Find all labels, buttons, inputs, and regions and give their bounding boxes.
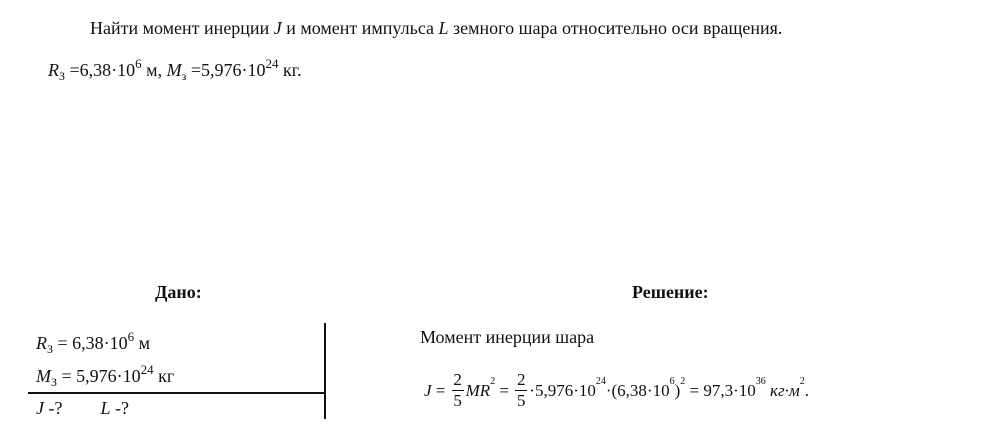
- given-vertical-rule: [324, 323, 326, 419]
- unit: кг.: [278, 60, 302, 80]
- problem-line-1: [90, 18, 782, 39]
- subscript: З: [59, 69, 66, 83]
- symbol-J: J: [36, 398, 44, 418]
- radius-value: =6,38·10: [65, 60, 136, 80]
- given-divider: [28, 392, 326, 394]
- problem-line-2: [48, 56, 302, 83]
- unknown-mark: -?: [44, 398, 63, 418]
- symbol-M: M: [36, 366, 51, 386]
- numerator: 2: [517, 370, 526, 389]
- exponent: 6: [127, 329, 135, 344]
- given-row-unknowns: [36, 398, 129, 419]
- exponent: 2: [680, 376, 686, 387]
- mass-value: =5,976·10: [186, 60, 266, 80]
- solution-heading: Решение:: [632, 282, 709, 302]
- radius-value: ·(6,38·10: [605, 380, 670, 400]
- result-value: = 97,3·10: [685, 380, 756, 400]
- denominator: 5: [453, 391, 462, 410]
- numerator: 2: [453, 370, 462, 389]
- subscript: З: [47, 342, 54, 356]
- symbol-J: J: [273, 18, 282, 38]
- problem-text: Найти момент инерции: [90, 18, 274, 38]
- symbol-L: L: [100, 398, 111, 418]
- exponent: 24: [265, 56, 279, 71]
- exponent: 6: [669, 376, 675, 387]
- problem-text: и момент импульса: [281, 18, 439, 38]
- exponent: 24: [595, 376, 606, 387]
- given-heading: Дано:: [155, 282, 202, 302]
- exponent: 2: [490, 376, 496, 387]
- radius-value: = 6,38·10: [53, 333, 128, 353]
- exponent: 2: [799, 376, 805, 387]
- paren-close: ): [674, 380, 681, 400]
- equals: =: [495, 380, 514, 400]
- fraction-two-fifths: [452, 371, 464, 410]
- problem-text: земного шара относительно оси вращения.: [448, 18, 783, 38]
- symbol-R: R: [36, 333, 47, 353]
- unit: м,: [141, 60, 167, 80]
- exponent: 6: [135, 56, 142, 71]
- exponent: 24: [140, 362, 154, 377]
- mass-value: = 5,976·10: [57, 366, 141, 386]
- symbol-R: R: [48, 60, 59, 80]
- symbol-L: L: [438, 18, 449, 38]
- period: .: [804, 380, 809, 400]
- solution-text: Момент инерции шара: [420, 327, 595, 347]
- inertia-formula: [424, 371, 809, 410]
- equals: =: [431, 380, 450, 400]
- given-row-radius: [36, 329, 151, 356]
- denominator: 5: [517, 391, 526, 410]
- symbol-J: J: [424, 380, 432, 400]
- unit: кг·м: [765, 380, 800, 400]
- unknown-mark: -?: [110, 398, 129, 418]
- exponent: 36: [755, 376, 766, 387]
- subscript: з: [181, 69, 187, 83]
- given-row-mass: [36, 362, 175, 389]
- symbol-MR: MR: [465, 380, 491, 400]
- fraction-two-fifths: [515, 371, 527, 410]
- subscript: З: [51, 375, 58, 389]
- unit: м: [134, 333, 151, 353]
- symbol-M: M: [166, 60, 182, 80]
- unit: кг: [153, 366, 175, 386]
- mass-value: ·5,976·10: [529, 380, 596, 400]
